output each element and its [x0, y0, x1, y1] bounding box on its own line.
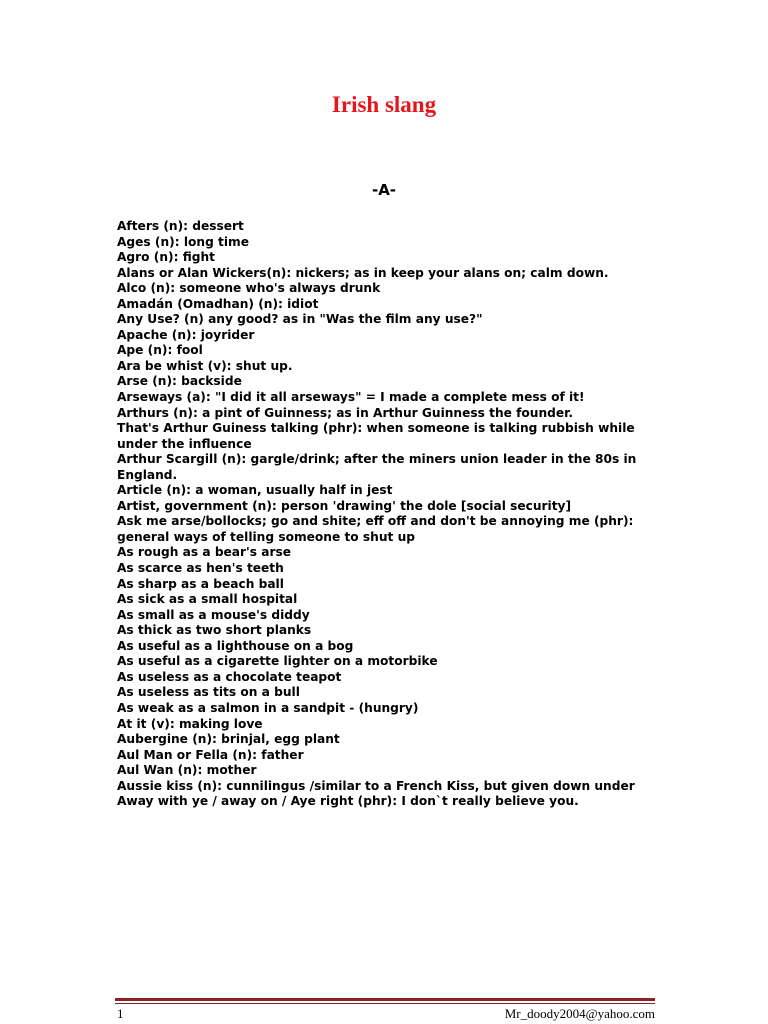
- glossary-entry: Arse (n): backside: [117, 374, 242, 389]
- glossary-entry: Aul Man or Fella (n): father: [117, 747, 304, 762]
- glossary-entry: As useful as a lighthouse on a bog: [117, 638, 354, 653]
- glossary-entry: At it (v): making love: [117, 716, 263, 731]
- footer-email: Mr_doody2004@yahoo.com: [504, 1006, 655, 1021]
- page-number: 1: [117, 1006, 124, 1021]
- glossary-entry: As useless as a chocolate teapot: [117, 669, 342, 684]
- glossary-entry: Ape (n): fool: [117, 343, 203, 358]
- glossary-entry: Ages (n): long time: [117, 234, 250, 249]
- glossary-entry: Amadán (Omadhan) (n): idiot: [117, 296, 319, 311]
- page-title: Irish slang: [331, 92, 437, 117]
- glossary-entry: Article (n): a woman, usually half in jest: [117, 483, 393, 498]
- glossary-entry: As small as a mouse's diddy: [117, 607, 310, 622]
- glossary-entry: Artist, government (n): person 'drawing' the dole [social security]: [117, 498, 572, 513]
- glossary-entry: As weak as a salmon in a sandpit - (hungry): [117, 700, 419, 715]
- glossary-entry: Arthurs (n): a pint of Guinness; as in Arthur Guinness the founder.: [117, 405, 574, 420]
- glossary-entry: That's Arthur Guiness talking (phr): when someone is talking rubbish while under the influence: [117, 421, 635, 451]
- glossary-entry: Arseways (a): "I did it all arseways" = I made a complete mess of it!: [117, 390, 585, 405]
- glossary-entry: Alco (n): someone who's always drunk: [117, 281, 381, 296]
- glossary-entry: As sick as a small hospital: [117, 592, 298, 607]
- glossary-entry: Alans or Alan Wickers(n): nickers; as in keep your alans on; calm down.: [117, 265, 609, 280]
- glossary-list: [117, 219, 657, 810]
- glossary-entry: As useful as a cigarette lighter on a motorbike: [117, 654, 438, 669]
- glossary-entry: Agro (n): fight: [117, 250, 215, 265]
- glossary-entry: Ara be whist (v): shut up.: [117, 358, 293, 373]
- glossary-entry: As scarce as hen's teeth: [117, 561, 284, 576]
- footer-rule-thick: [115, 998, 655, 1001]
- glossary-entry: Arthur Scargill (n): gargle/drink; after the miners union leader in the 80s in England.: [117, 452, 637, 482]
- glossary-entry: Aussie kiss (n): cunnilingus /similar to a French Kiss, but given down under: [117, 778, 635, 793]
- glossary-entry: As rough as a bear's arse: [117, 545, 292, 560]
- section-heading: -A-: [371, 181, 397, 199]
- glossary-entry: Aul Wan (n): mother: [117, 763, 257, 778]
- glossary-entry: As sharp as a beach ball: [117, 576, 284, 591]
- glossary-entry: Any Use? (n) any good? as in "Was the film any use?": [117, 312, 483, 327]
- glossary-entry: Away with ye / away on / Aye right (phr): I don`t really believe you.: [117, 794, 579, 809]
- glossary-entry: Aubergine (n): brinjal, egg plant: [117, 732, 340, 747]
- glossary-entry: Afters (n): dessert: [117, 219, 244, 233]
- glossary-entry: Ask me arse/bollocks; go and shite; eff off and don't be annoying me (phr): general ways of telling someone to shut up: [117, 514, 634, 544]
- glossary-entry: As thick as two short planks: [117, 623, 312, 638]
- footer-rule-thin: [115, 1003, 655, 1004]
- glossary-entry: Apache (n): joyrider: [117, 327, 255, 342]
- glossary-entry: As useless as tits on a bull: [117, 685, 300, 700]
